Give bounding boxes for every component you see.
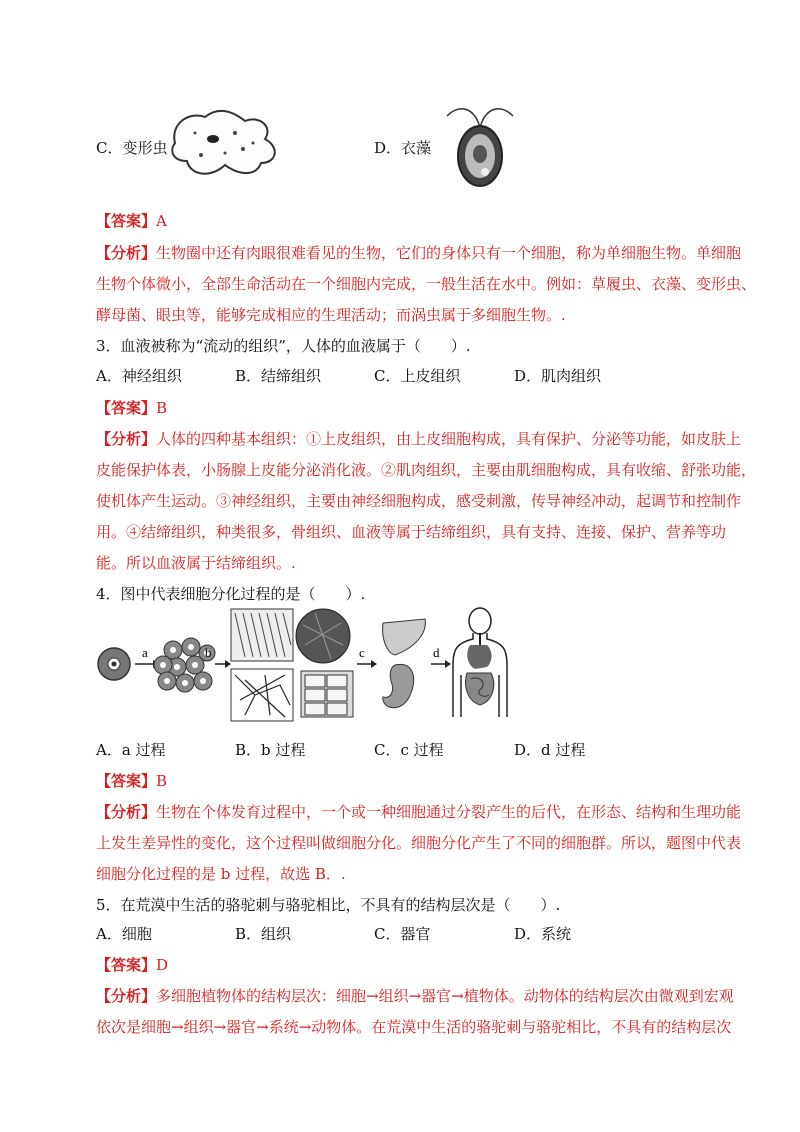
q4-analysis-line-1: 【分析】生物在个体发育过程中，一个或一种细胞通过分裂产生的后代，在形态、结构和生理功能 — [96, 803, 742, 821]
q4-analysis-line-3: 细胞分化过程的是 b 过程，故选 B．. — [96, 865, 346, 883]
q2-answer — [96, 211, 167, 231]
label-d: d — [433, 645, 440, 660]
q4-option-a: A．a 过程 — [96, 741, 166, 759]
q3-analysis-line-4: 用。④结缔组织，种类很多，骨组织、血液等属于结缔组织，具有支持、连接、保护、营养等功 — [96, 523, 727, 541]
q4-stem: 4．图中代表细胞分化过程的是（ ）. — [96, 585, 366, 603]
q5-option-b: B．组织 — [235, 925, 292, 943]
label-a: a — [142, 645, 148, 660]
analysis-tag: 【分析】 — [96, 244, 157, 262]
amoeba-image — [165, 103, 285, 183]
q4-option-b: B．b 过程 — [235, 741, 306, 759]
q3-option-c: C．上皮组织 — [374, 367, 461, 385]
chlamydomonas-image — [435, 98, 525, 190]
q4-answer: 【答案】B — [96, 772, 168, 790]
q5-answer: 【答案】D — [96, 956, 169, 974]
q3-analysis-line-3: 使机体产生运动。③神经组织，主要由神经细胞构成，感受刺激，传导神经冲动，起调节和控制作 — [96, 492, 742, 510]
cell-differentiation-diagram — [95, 605, 525, 725]
q2-analysis-line-2: 生物个体微小，全部生命活动在一个细胞内完成，一般生活在水中。例如：草履虫、衣藻、变形虫、 — [96, 275, 757, 293]
q2-analysis-line-3: 酵母菌、眼虫等，能够完成相应的生理活动；而涡虫属于多细胞生物。. — [96, 306, 566, 324]
q5-option-d: D．系统 — [514, 925, 572, 943]
q4-analysis-line-2: 上发生差异性的变化，这个过程叫做细胞分化。细胞分化产生了不同的细胞群。所以，题图中代表 — [96, 834, 742, 852]
option-d: D．衣藻 — [374, 139, 432, 157]
q3-analysis-line-5: 能。所以血液属于结缔组织。. — [96, 554, 296, 572]
q5-analysis-line-1: 【分析】多细胞植物体的结构层次：细胞→组织→器官→植物体。动物体的结构层次由微观到宏观 — [96, 987, 734, 1005]
q4-option-c: C．c 过程 — [374, 741, 444, 759]
q4-option-d: D．d 过程 — [514, 741, 586, 759]
option-c: C．变形虫 — [96, 139, 168, 157]
q5-option-c: C．器官 — [374, 925, 431, 943]
label-b: b — [205, 645, 212, 660]
q3-option-a: A．神经组织 — [96, 367, 182, 385]
q3-option-d: D．肌肉组织 — [514, 367, 602, 385]
q3-analysis-line-2: 皮能保护体表，小肠腺上皮能分泌消化液。②肌肉组织，主要由肌细胞构成，具有收缩、舒张功能， — [96, 461, 757, 479]
q3-stem: 3．血液被称为“流动的组织”，人体的血液属于（ ）. — [96, 337, 471, 355]
q3-analysis-line-1: 【分析】人体的四种基本组织：①上皮组织，由上皮细胞构成，具有保护、分泌等功能，如皮肤上 — [96, 430, 742, 448]
answer-value: A — [156, 212, 167, 230]
label-c: c — [359, 645, 365, 660]
q3-answer: 【答案】B — [96, 399, 168, 417]
q5-stem: 5．在荒漠中生活的骆驼刺与骆驼相比，不具有的结构层次是（ ）. — [96, 896, 561, 914]
q5-analysis-line-2: 依次是细胞→组织→器官→系统→动物体。在荒漠中生活的骆驼刺与骆驼相比，不具有的结构层次 — [96, 1018, 732, 1036]
q2-analysis-line-1: 【分析】生物圈中还有肉眼很难看见的生物，它们的身体只有一个细胞，称为单细胞生物。单细胞 — [96, 244, 742, 262]
q5-option-a: A．细胞 — [96, 925, 152, 943]
answer-tag: 【答案】 — [96, 212, 157, 230]
q3-option-b: B．结缔组织 — [235, 367, 322, 385]
